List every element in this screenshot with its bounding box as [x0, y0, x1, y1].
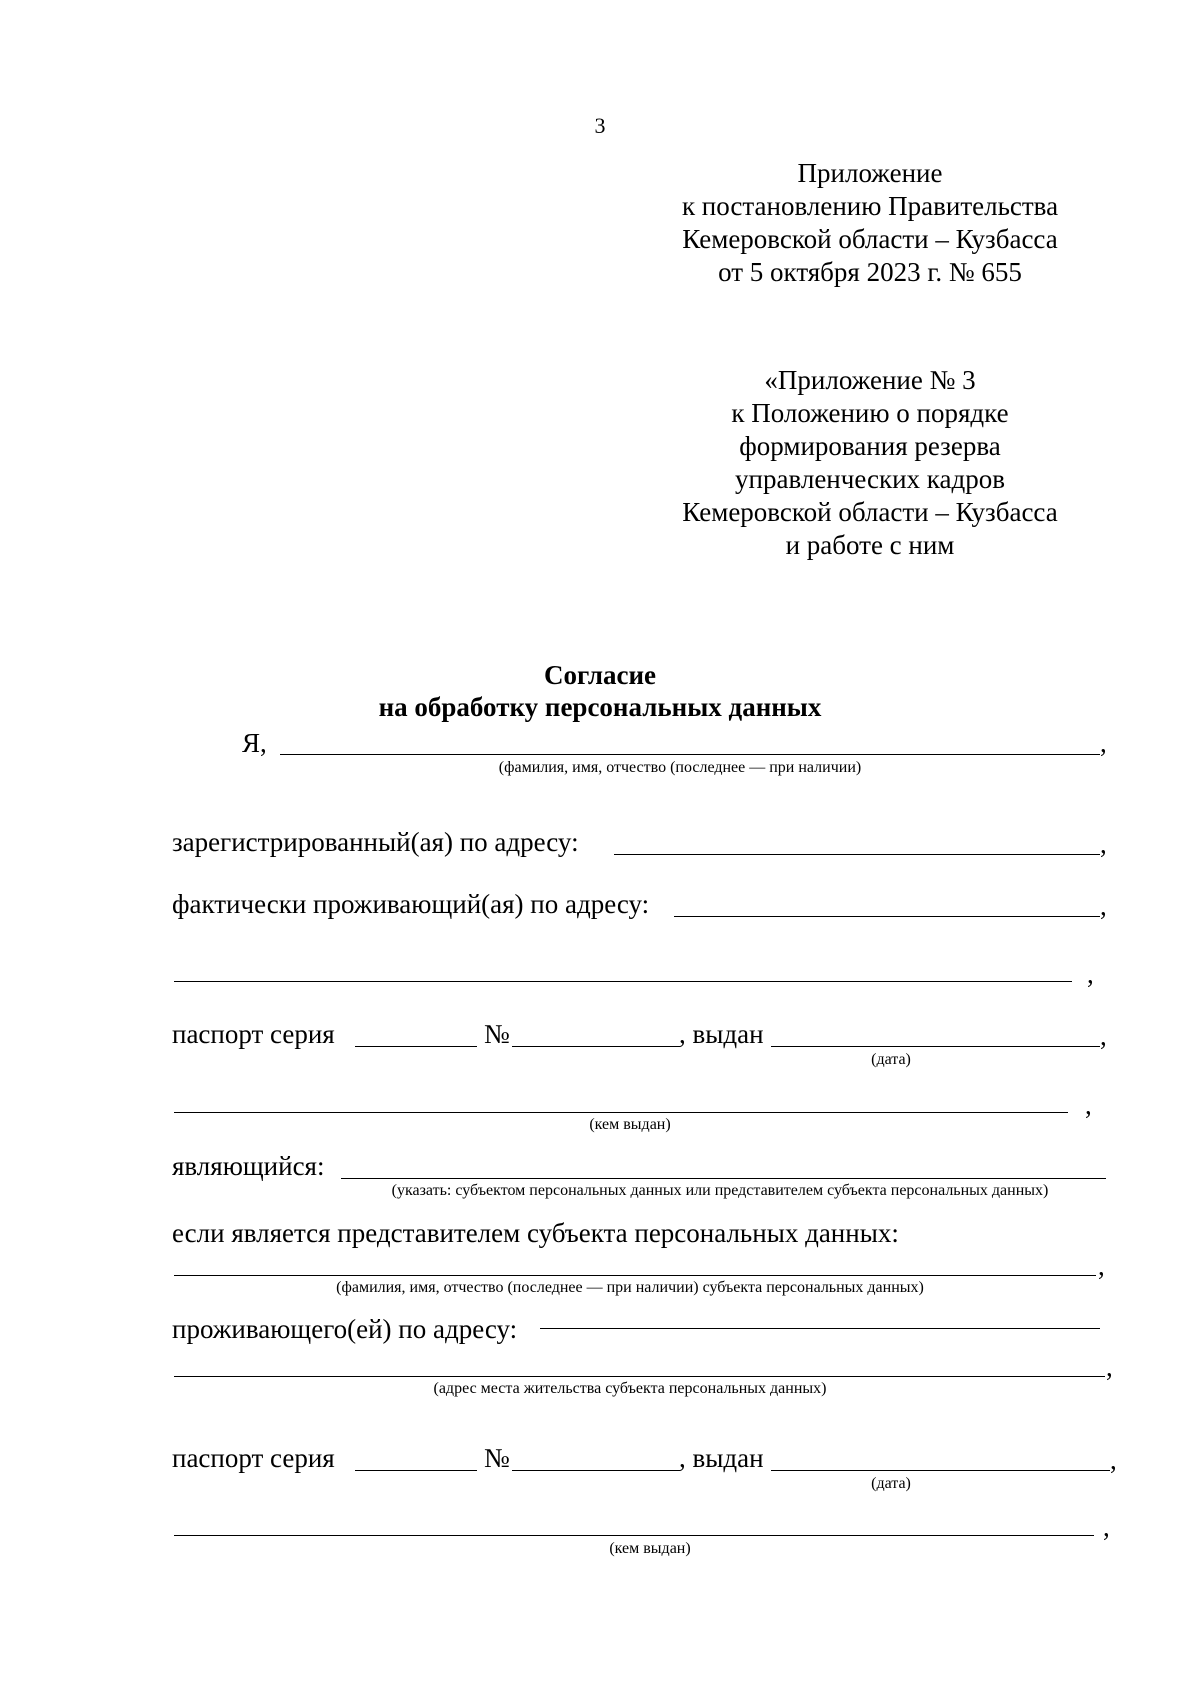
comma: , — [1100, 728, 1107, 758]
document-subtitle: на обработку персональных данных — [378, 692, 822, 722]
date-caption: (дата) — [871, 1051, 911, 1068]
fio-caption: (фамилия, имя, отчество (последнее — при наличии) — [498, 759, 862, 776]
number-sign: № — [484, 1443, 510, 1473]
passport-series-line[interactable] — [355, 1470, 477, 1471]
appendix-header-line: Приложение — [797, 158, 943, 188]
page-number: 3 — [594, 113, 606, 138]
issued-by-caption: (кем выдан) — [609, 1540, 691, 1557]
appendix3-header — [650, 364, 1090, 562]
appendix3-header-line: Кемеровской области – Кузбасса — [682, 497, 1058, 527]
passport-number-line[interactable] — [512, 1046, 680, 1047]
passport-series-label: паспорт серия — [172, 1019, 335, 1049]
document-title: Согласие — [543, 660, 657, 690]
number-sign: № — [484, 1019, 510, 1049]
being-line[interactable] — [341, 1178, 1106, 1179]
appendix3-header-line: к Положению о порядке — [731, 398, 1009, 428]
appendix3-header-line: и работе с ним — [785, 530, 955, 560]
comma: , — [1103, 1512, 1110, 1542]
issued-by-caption: (кем выдан) — [589, 1116, 671, 1133]
issue-date-line[interactable] — [771, 1046, 1100, 1047]
passport-number-line[interactable] — [512, 1470, 680, 1471]
residing-label: проживающего(ей) по адресу: — [172, 1314, 518, 1344]
appendix-header-line: к постановлению Правительства — [681, 191, 1059, 221]
actual-address-line-2[interactable] — [174, 981, 1072, 982]
comma: , — [1087, 959, 1094, 989]
appendix-header-line: Кемеровской области – Кузбасса — [682, 224, 1058, 254]
issued-label: , выдан — [679, 1019, 764, 1049]
issue-date-line[interactable] — [771, 1470, 1110, 1471]
issued-by-line[interactable] — [174, 1112, 1068, 1113]
issued-by-line[interactable] — [174, 1535, 1094, 1536]
comma: , — [1085, 1090, 1092, 1120]
comma: , — [1100, 829, 1107, 859]
comma: , — [1100, 891, 1107, 921]
subject-fio-caption: (фамилия, имя, отчество (последнее — при наличии) субъекта персональных данных) — [336, 1279, 924, 1296]
appendix-header-line: от 5 октября 2023 г. № 655 — [718, 257, 1022, 287]
registered-address-line[interactable] — [614, 854, 1100, 855]
actual-address-line[interactable] — [674, 916, 1100, 917]
passport-series-label: паспорт серия — [172, 1443, 335, 1473]
comma: , — [1106, 1352, 1113, 1382]
comma: , — [1110, 1445, 1117, 1475]
appendix3-header-line: формирования резерва — [739, 431, 1001, 461]
representative-label: если является представителем субъекта персональных данных: — [172, 1218, 899, 1248]
being-caption: (указать: субъектом персональных данных или представителем субъекта персональных данных) — [391, 1182, 1049, 1199]
appendix-header — [650, 157, 1090, 289]
subject-address-line[interactable] — [174, 1376, 1105, 1377]
appendix3-header-line: «Приложение № 3 — [764, 365, 976, 395]
comma: , — [1098, 1251, 1105, 1281]
issued-label: , выдан — [679, 1443, 764, 1473]
subject-fio-line[interactable] — [174, 1275, 1096, 1276]
actual-label: фактически проживающий(ая) по адресу: — [172, 889, 650, 919]
residing-address-line[interactable] — [540, 1328, 1100, 1329]
i-label: Я, — [242, 728, 267, 758]
passport-series-line[interactable] — [355, 1046, 477, 1047]
date-caption: (дата) — [871, 1475, 911, 1492]
fio-line[interactable] — [280, 754, 1100, 755]
appendix3-header-line: управленческих кадров — [735, 464, 1005, 494]
being-label: являющийся: — [172, 1151, 325, 1181]
comma: , — [1100, 1021, 1107, 1051]
registered-label: зарегистрированный(ая) по адресу: — [172, 827, 579, 857]
subject-address-caption: (адрес места жительства субъекта персональных данных) — [433, 1380, 827, 1397]
